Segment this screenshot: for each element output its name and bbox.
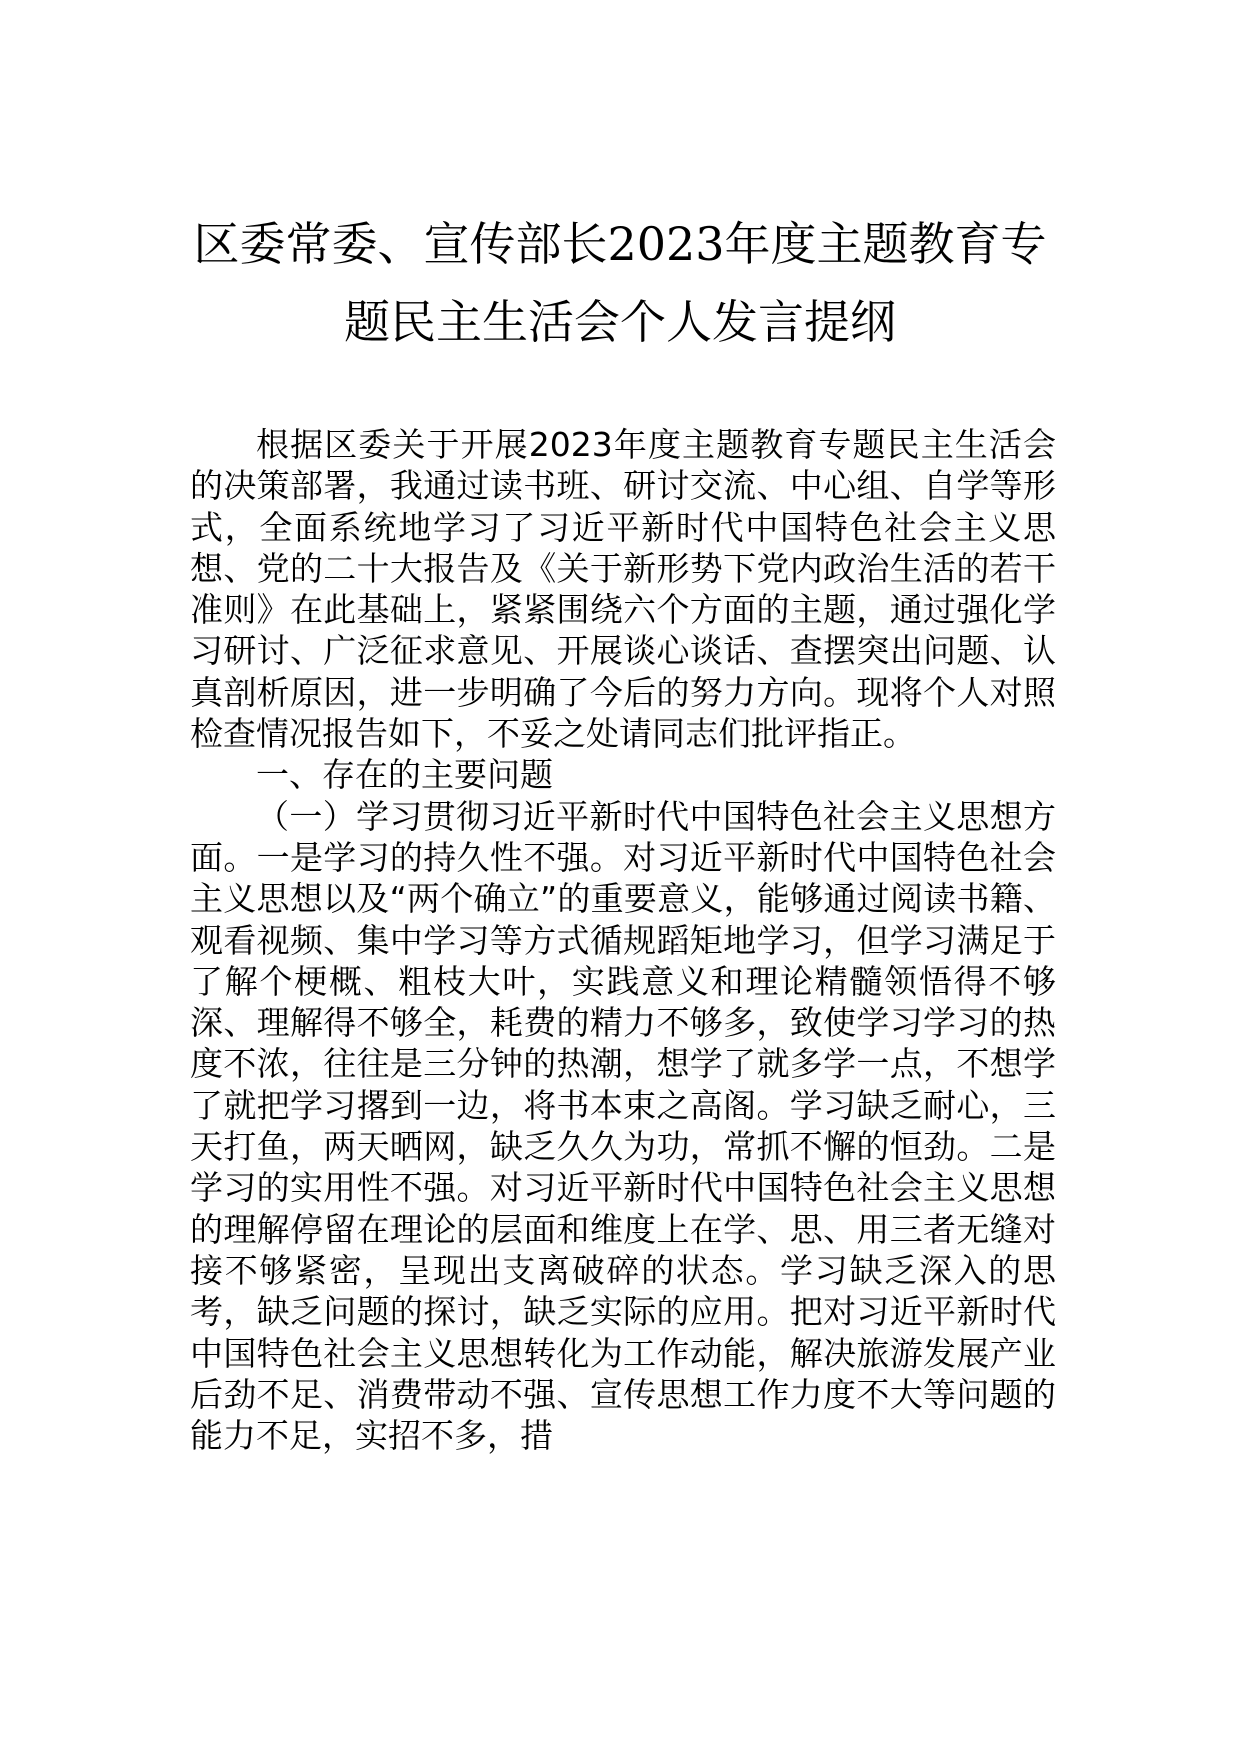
section-heading: 一、存在的主要问题 [256, 755, 553, 795]
title-line-2: 题民主生活会个人发言提纲 [344, 295, 896, 349]
body-paragraph: （一）学习贯彻习近平新时代中国特色社会主义思想方面。一是学习的持久性不强。对习近平新时代中国特色社会主义思想以及“两个确立”的重要意义，能够通过阅读书籍、观看视频、集中学习等方式循规蹈矩地学习，但学习满足于了解个梗概、粗枝大叶，实践意义和理论精髓领悟得不够深、理解得不够全，耗费的精力不够多，致使学习学习的热度不浓，往往是三分钟的热潮，想学了就多学一点，不想学了就把学习撂到一边，将书本束之高阁。学习缺乏耐心，三天打鱼，两天晒网，缺乏久久为功，常抓不懈的恒劲。二是学习的实用性不强。对习近平新时代中国特色社会主义思想的理解停留在理论的层面和维度上在学、思、用三者无缝对接不够紧密，呈现出支离破碎的状态。学习缺乏深入的思考，缺乏问题的探讨，缺乏实际的应用。把对习近平新时代中国特色社会主义思想转化为工作动能，解决旅游发展产业后劲不足、消费带动不强、宣传思想工作力度不大等问题的能力不足，实招不多，措 [190, 796, 1056, 1456]
document-title [150, 205, 1090, 361]
intro-paragraph: 根据区委关于开展2023年度主题教育专题民主生活会的决策部署，我通过读书班、研讨交流、中心组、自学等形式，全面系统地学习了习近平新时代中国特色社会主义思想、党的二十大报告及《关于新形势下党内政治生活的若干准则》在此基础上，紧紧围绕六个方面的主题，通过强化学习研讨、广泛征求意见、开展谈心谈话、查摆突出问题、认真剖析原因，进一步明确了今后的努力方向。现将个人对照检查情况报告如下，不妥之处请同志们批评指正。 [190, 425, 1056, 754]
document-body [190, 424, 1056, 1456]
title-line-1: 区委常委、宣传部长2023年度主题教育专 [193, 217, 1047, 271]
